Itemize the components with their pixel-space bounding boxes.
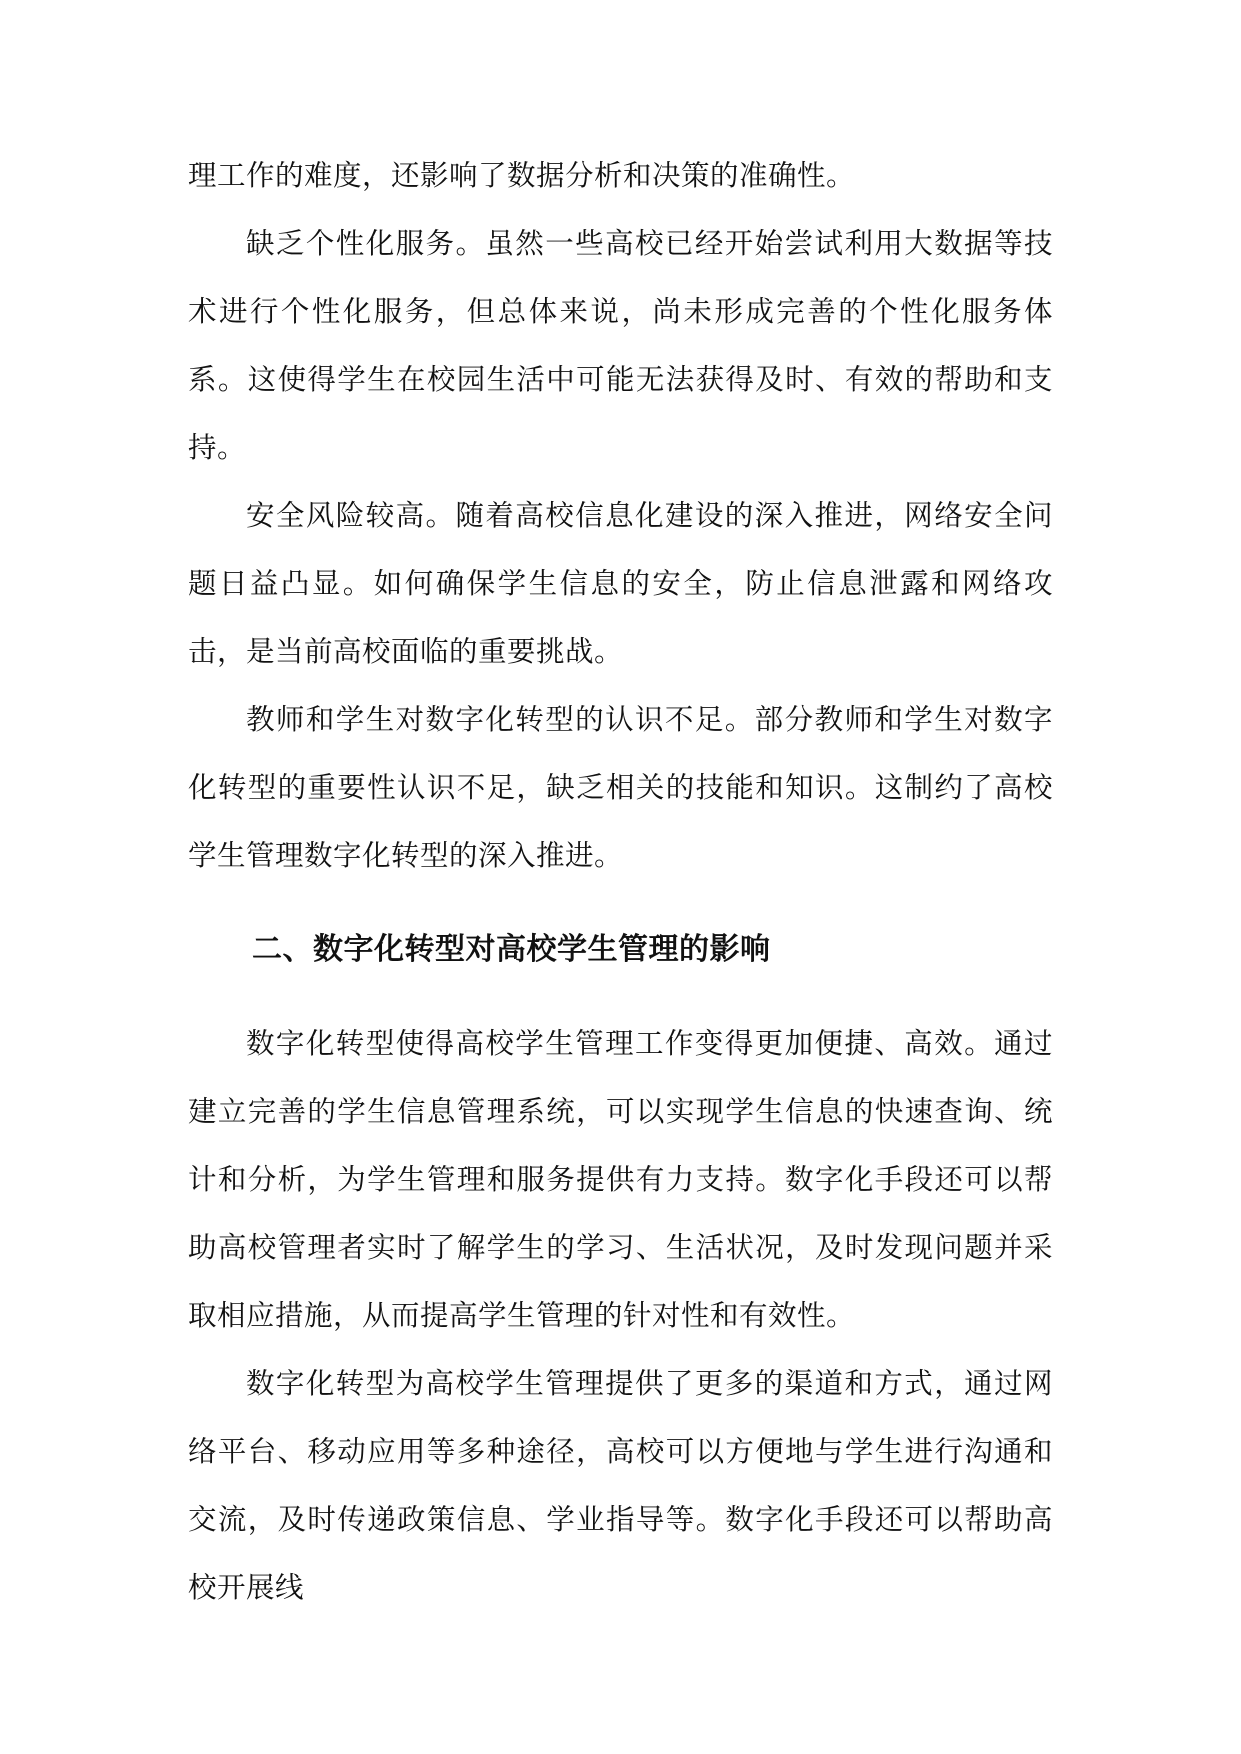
paragraph-security-risk: 安全风险较高。随着高校信息化建设的深入推进，网络安全问题日益凸显。如何确保学生信息的安全，防止信息泄露和网络攻击，是当前高校面临的重要挑战。	[188, 499, 1053, 668]
section-heading: 二、数字化转型对高校学生管理的影响	[252, 932, 771, 967]
paragraph-channels: 数字化转型为高校学生管理提供了更多的渠道和方式，通过网络平台、移动应用等多种途径，高校可以方便地与学生进行沟通和交流，及时传递政策信息、学业指导等。数字化手段还可以帮助高校开展线	[188, 1367, 1053, 1604]
document-body	[188, 142, 1053, 1622]
paragraph-awareness: 教师和学生对数字化转型的认识不足。部分教师和学生对数字化转型的重要性认识不足，缺乏相关的技能和知识。这制约了高校学生管理数字化转型的深入推进。	[188, 703, 1053, 872]
paragraph-continuation: 理工作的难度，还影响了数据分析和决策的准确性。	[188, 159, 856, 192]
paragraph-efficiency: 数字化转型使得高校学生管理工作变得更加便捷、高效。通过建立完善的学生信息管理系统，可以实现学生信息的快速查询、统计和分析，为学生管理和服务提供有力支持。数字化手段还可以帮助高校管理者实时了解学生的学习、生活状况，及时发现问题并采取相应措施，从而提高学生管理的针对性和有效性。	[188, 1027, 1053, 1332]
paragraph-personalized-service: 缺乏个性化服务。虽然一些高校已经开始尝试利用大数据等技术进行个性化服务，但总体来说，尚未形成完善的个性化服务体系。这使得学生在校园生活中可能无法获得及时、有效的帮助和支持。	[188, 227, 1053, 464]
